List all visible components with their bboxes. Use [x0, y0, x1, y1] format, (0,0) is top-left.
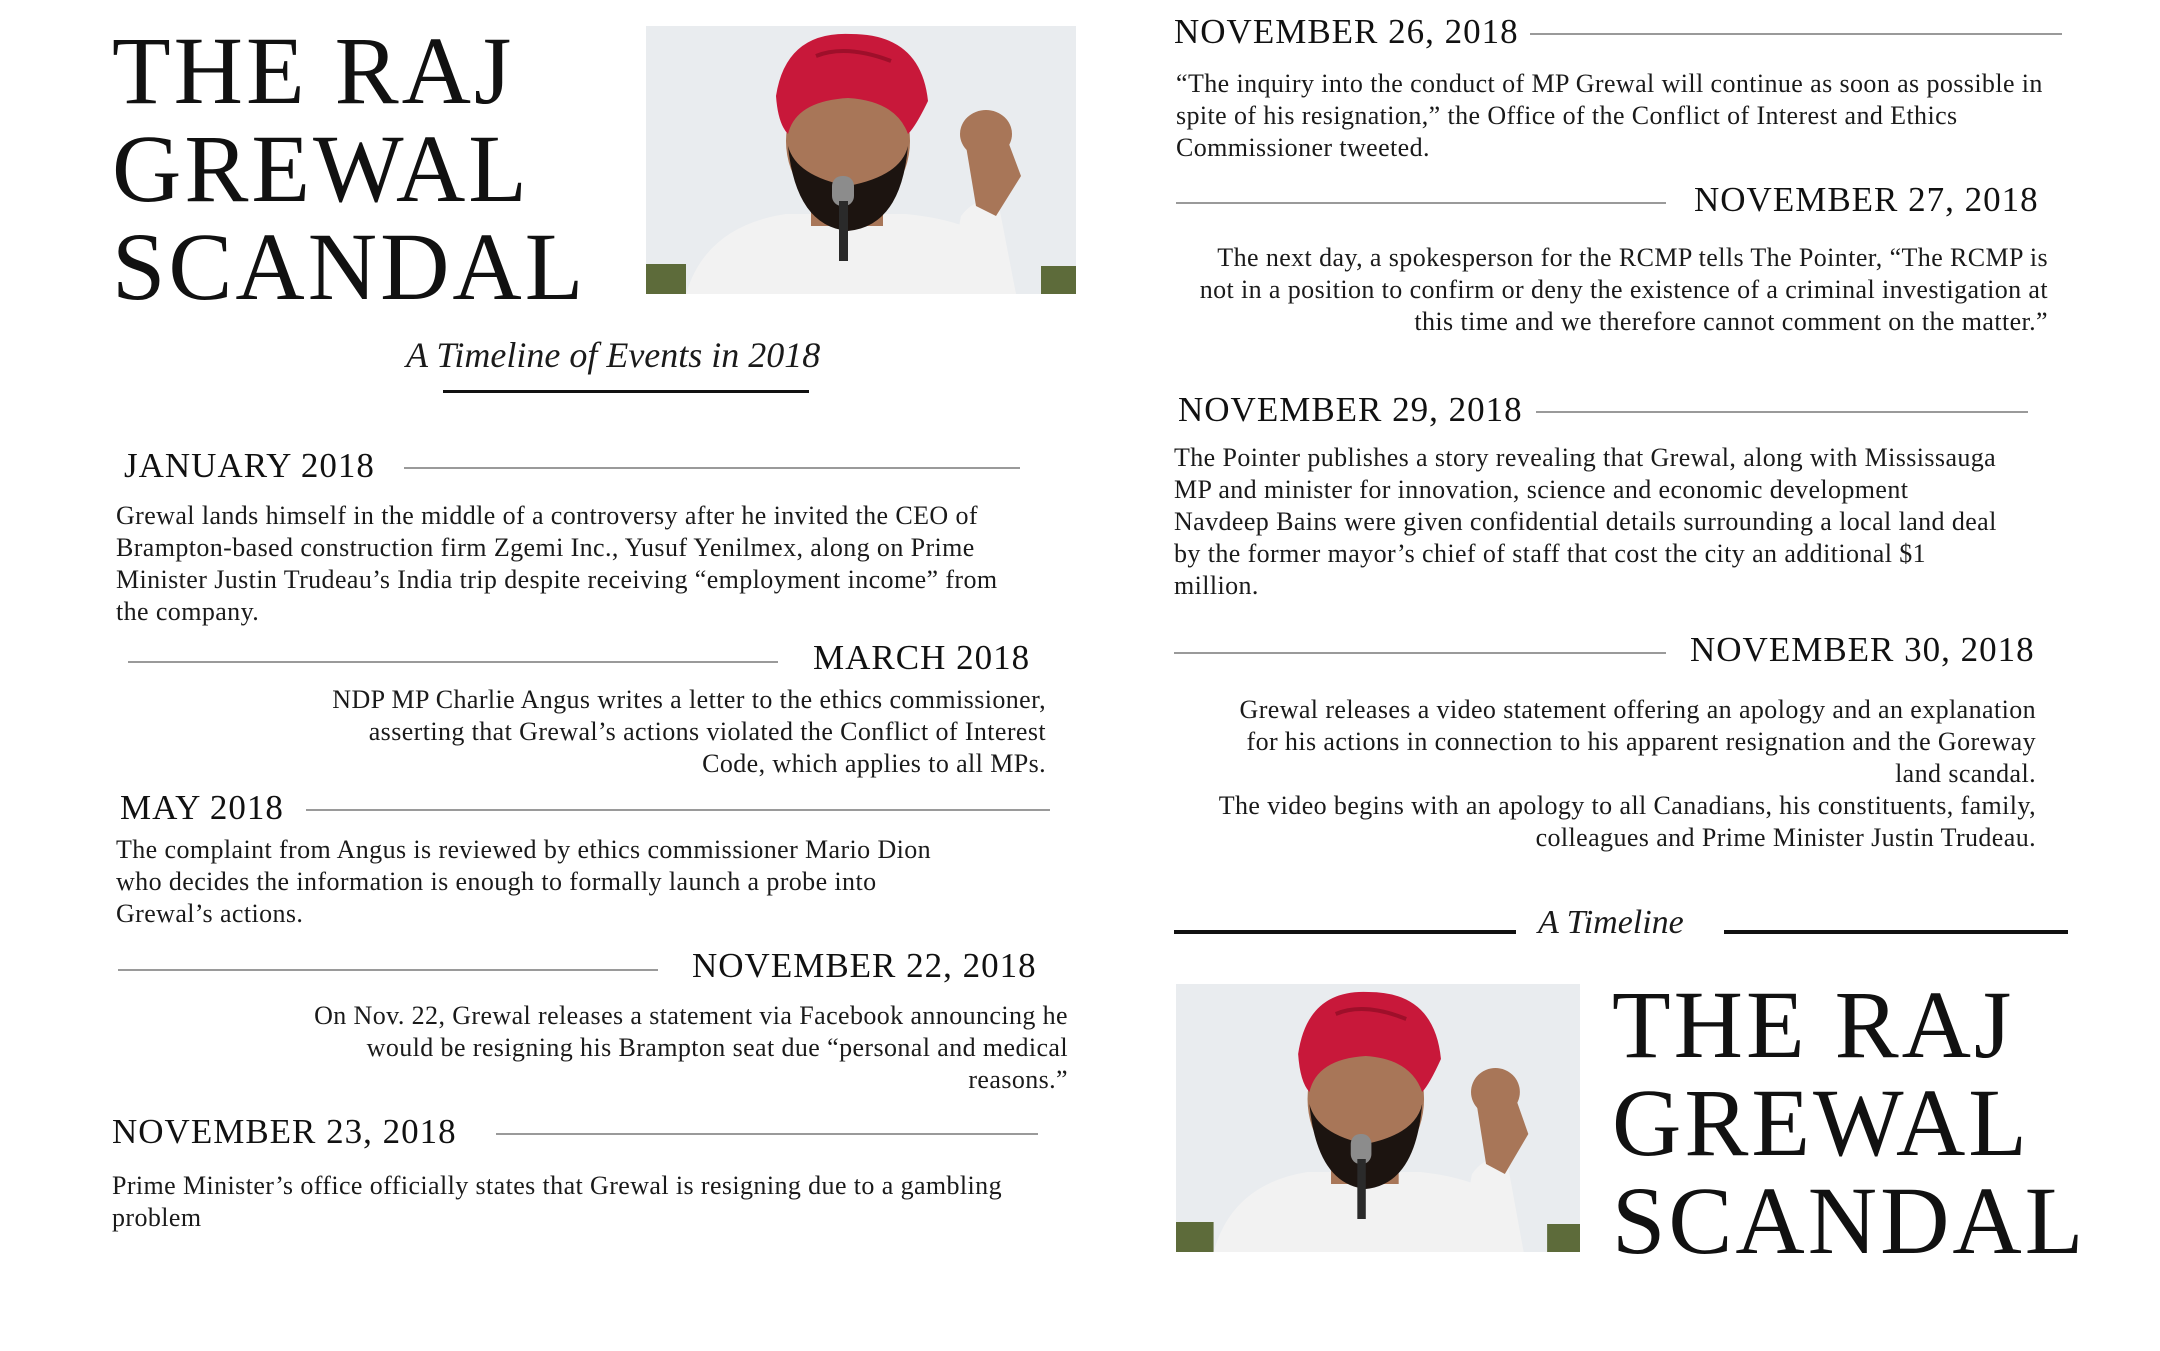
event-text-nov29: The Pointer publishes a story revealing that Grewal, along with Mississauga MP and minister for innovation, science and economic development Navdeep Bains were given confidential details surrounding a local land deal by the former mayor’s chief of staff that cost the city an additional $1 million.: [1174, 443, 1997, 600]
event-date-nov22: NOVEMBER 22, 2018: [692, 946, 1037, 985]
event-text-january: Grewal lands himself in the middle of a controversy after he invited the CEO of Brampton-based construction firm Zgemi Inc., Yusuf Yenilmex, along on Prime Minister Justin Trudeau’s India trip despite receiving “employment income” from the company.: [116, 501, 998, 626]
timeline-divider-right: [1724, 930, 2068, 934]
timeline-divider-label: A Timeline: [1538, 904, 1684, 941]
event-date-nov29: NOVEMBER 29, 2018: [1178, 390, 1523, 429]
person-portrait-icon: [1176, 984, 1580, 1252]
divider-rule: [118, 969, 658, 971]
event-date-nov23: NOVEMBER 23, 2018: [112, 1112, 457, 1151]
event-text-nov26: “The inquiry into the conduct of MP Grewal will continue as soon as possible in spite of his resignation,” the Office of the Conflict of Interest and Ethics Commissioner tweeted.: [1176, 69, 2043, 162]
event-text-may: The complaint from Angus is reviewed by ethics commissioner Mario Dion who decides the information is enough to formally launch a probe into Grewal’s actions.: [116, 835, 932, 928]
divider-rule: [496, 1133, 1038, 1135]
left-subtitle: A Timeline of Events in 2018: [406, 335, 821, 375]
left-portrait-photo: [646, 26, 1076, 294]
person-portrait-icon: [646, 26, 1076, 294]
right-portrait-photo: [1176, 984, 1580, 1252]
timeline-divider-left: [1174, 930, 1516, 934]
event-date-january: JANUARY 2018: [124, 446, 375, 485]
subtitle-underline: [443, 390, 809, 393]
event-date-march: MARCH 2018: [813, 638, 1031, 677]
event-text-nov30-video: The video begins with an apology to all Canadians, his constituents, family, colleagues and Prime Minister Justin Trudeau.: [1218, 791, 2036, 852]
divider-rule: [1176, 202, 1666, 204]
divider-rule: [306, 809, 1050, 811]
event-text-nov27: The next day, a spokesperson for the RCMP tells The Pointer, “The RCMP is not in a position to confirm or deny the existence of a criminal investigation at this time and we therefore cannot comment on the matter.”: [1199, 243, 2048, 336]
event-date-may: MAY 2018: [120, 788, 284, 827]
event-text-nov30: [1214, 694, 2036, 854]
divider-rule: [128, 661, 778, 663]
divider-rule: [404, 467, 1020, 469]
event-text-march: NDP MP Charlie Angus writes a letter to the ethics commissioner, asserting that Grewal’s actions violated the Conflict of Interest Code, which applies to all MPs.: [332, 685, 1046, 778]
event-date-nov30: NOVEMBER 30, 2018: [1690, 630, 2035, 669]
left-title: THE RAJ GREWAL SCANDAL: [112, 17, 587, 320]
event-date-nov26: NOVEMBER 26, 2018: [1174, 12, 1519, 51]
event-date-nov27: NOVEMBER 27, 2018: [1694, 180, 2039, 219]
divider-rule: [1536, 411, 2028, 413]
event-text-nov22: On Nov. 22, Grewal releases a statement via Facebook announcing he would be resigning his Brampton seat due “personal and medical reasons.”: [314, 1001, 1068, 1094]
divider-rule: [1530, 33, 2062, 35]
event-text-nov23: Prime Minister’s office officially states that Grewal is resigning due to a gambling problem: [112, 1171, 1002, 1232]
event-text-nov30-apology: Grewal releases a video statement offering an apology and an explanation for his actions in connection to his apparent resignation and the Goreway land scandal.: [1239, 695, 2036, 788]
divider-rule: [1174, 652, 1666, 654]
right-title: THE RAJ GREWAL SCANDAL: [1612, 971, 2087, 1274]
